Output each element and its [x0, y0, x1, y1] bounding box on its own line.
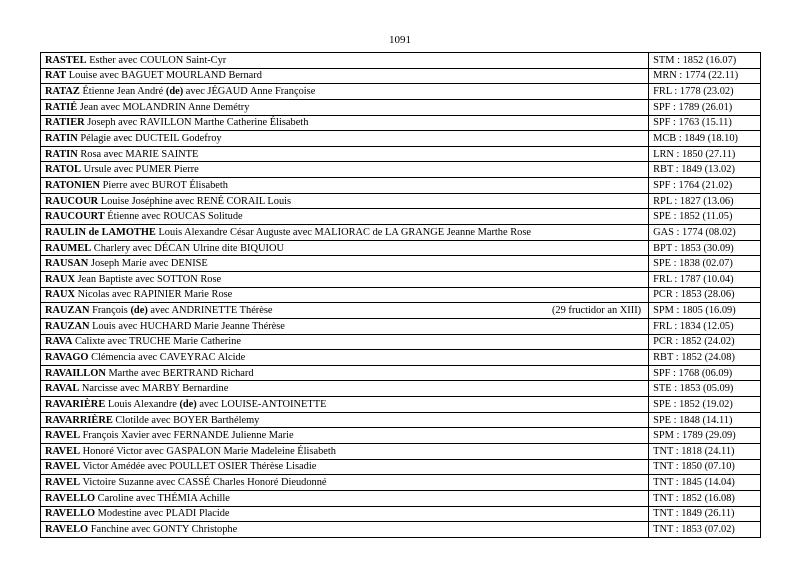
- parish-date-cell: TNT : 1849 (26.11): [649, 506, 761, 522]
- parish-date-cell: MCB : 1849 (18.10): [649, 131, 761, 147]
- parish-date-cell: SPF : 1789 (26.01): [649, 99, 761, 115]
- parish-date-cell: FRL : 1778 (23.02): [649, 84, 761, 100]
- names-text: Caroline avec THÉMIA Achille: [97, 492, 230, 504]
- parish-date-cell: TNT : 1818 (24.11): [649, 444, 761, 460]
- surname: RAUZAN: [45, 320, 90, 332]
- entry-cell: [41, 162, 649, 178]
- entry-cell: [41, 412, 649, 428]
- surname: RAVA: [45, 336, 73, 348]
- names-text-continued: avec JÉGAUD Anne Françoise: [185, 86, 316, 98]
- entry-cell: [41, 428, 649, 444]
- parish-date-cell: SPE : 1838 (02.07): [649, 256, 761, 272]
- table-row: [41, 271, 761, 287]
- table-row: [41, 225, 761, 241]
- entry-cell: [41, 506, 649, 522]
- surname: RAVELLO: [45, 508, 96, 520]
- entry-cell: [41, 397, 649, 413]
- parish-date-cell: TNT : 1845 (14.04): [649, 475, 761, 491]
- table-row: [41, 193, 761, 209]
- entry-cell: [41, 178, 649, 194]
- names-text: Esther avec COULON Saint-Cyr: [89, 54, 227, 66]
- names-text: Joseph Marie avec DENISE: [90, 258, 208, 270]
- surname: RAVARRIÈRE: [45, 414, 113, 426]
- entry-cell: [41, 350, 649, 366]
- entry-cell: [41, 131, 649, 147]
- table-row: [41, 334, 761, 350]
- parish-date-cell: STM : 1852 (16.07): [649, 53, 761, 69]
- particle-de: (de): [165, 86, 184, 98]
- surname: RAULIN de LAMOTHE: [45, 226, 156, 238]
- names-text: Louise avec BAGUET MOURLAND Bernard: [68, 70, 262, 82]
- names-text: Modestine avec PLADI Placide: [97, 508, 230, 520]
- table-row: [41, 162, 761, 178]
- entry-cell: [41, 459, 649, 475]
- entry-cell: [41, 68, 649, 84]
- parish-date-cell: SPM : 1805 (16.09): [649, 303, 761, 319]
- parish-date-cell: STE : 1853 (05.09): [649, 381, 761, 397]
- surname: RAVEL: [45, 445, 81, 457]
- names-text: Jean Baptiste avec SOTTON Rose: [77, 273, 222, 285]
- marriage-register-table: [40, 52, 761, 538]
- table-row: [41, 428, 761, 444]
- names-text: Charlery avec DÉCAN Ulrine dite BIQUIOU: [93, 242, 284, 254]
- surname: RAVELO: [45, 524, 89, 536]
- names-text: Marthe avec BERTRAND Richard: [108, 367, 254, 379]
- names-text: Narcisse avec MARBY Bernardine: [81, 383, 229, 395]
- entry-cell: [41, 365, 649, 381]
- particle-de: (de): [130, 305, 148, 317]
- table-row: [41, 365, 761, 381]
- names-text: Joseph avec RAVILLON Marthe Catherine Élisabeth: [87, 117, 309, 129]
- parish-date-cell: FRL : 1787 (10.04): [649, 271, 761, 287]
- names-text: Ursule avec PUMER Pierre: [83, 164, 199, 176]
- surname: RAVEL: [45, 430, 81, 442]
- names-text: Fanchine avec GONTY Christophe: [90, 524, 238, 536]
- parish-date-cell: SPE : 1852 (19.02): [649, 397, 761, 413]
- table-row: [41, 68, 761, 84]
- parish-date-cell: BPT : 1853 (30.09): [649, 240, 761, 256]
- names-text: Victoire Suzanne avec CASSÉ Charles Honoré Dieudonné: [82, 477, 327, 489]
- surname: RAVAGO: [45, 351, 89, 363]
- entry-cell: [41, 522, 649, 538]
- entry-cell: [41, 256, 649, 272]
- table-row: [41, 350, 761, 366]
- names-text: Jean avec MOLANDRIN Anne Demétry: [79, 101, 250, 113]
- surname: RAVAL: [45, 383, 80, 395]
- surname: RATAZ: [45, 86, 80, 98]
- parish-date-cell: SPF : 1764 (21.02): [649, 178, 761, 194]
- entry-cell: [41, 240, 649, 256]
- names-text-continued: avec ANDRINETTE Thérèse: [150, 305, 273, 317]
- names-text: Clotilde avec BOYER Barthélemy: [115, 414, 260, 426]
- entry-cell: [41, 99, 649, 115]
- surname: RAVEL: [45, 477, 81, 489]
- table-row: [41, 115, 761, 131]
- table-row: [41, 287, 761, 303]
- surname: RAUMEL: [45, 242, 92, 254]
- parish-date-cell: TNT : 1853 (07.02): [649, 522, 761, 538]
- table-row: [41, 146, 761, 162]
- surname: RAUX: [45, 273, 76, 285]
- parish-date-cell: TNT : 1852 (16.08): [649, 490, 761, 506]
- names-text: Rosa avec MARIE SAINTE: [80, 148, 199, 160]
- surname: RAUCOURT: [45, 211, 105, 223]
- surname: RATONIEN: [45, 179, 101, 191]
- page-number: 1091: [389, 34, 411, 46]
- entry-cell: [41, 209, 649, 225]
- table-row: [41, 178, 761, 194]
- entry-cell: [41, 303, 649, 319]
- surname: RAUSAN: [45, 258, 89, 270]
- names-text: Calixte avec TRUCHE Marie Catherine: [74, 336, 241, 348]
- names-text: Clémencia avec CAVEYRAC Alcide: [91, 351, 246, 363]
- table-row: [41, 506, 761, 522]
- names-text: Étienne Jean André: [82, 86, 164, 98]
- parish-date-cell: SPF : 1763 (15.11): [649, 115, 761, 131]
- entry-cell: [41, 334, 649, 350]
- parish-date-cell: RBT : 1849 (13.02): [649, 162, 761, 178]
- table-row: [41, 412, 761, 428]
- surname: RAVARIÈRE: [45, 398, 106, 410]
- entry-cell: [41, 444, 649, 460]
- surname: RAT: [45, 70, 67, 82]
- entry-cell: [41, 193, 649, 209]
- names-text: Honoré Victor avec GASPALON Marie Madeleine Élisabeth: [82, 445, 336, 457]
- table-row: [41, 303, 761, 319]
- parish-date-cell: RPL : 1827 (13.06): [649, 193, 761, 209]
- entry-cell: [41, 146, 649, 162]
- surname: RATIER: [45, 117, 85, 129]
- entry-cell: [41, 53, 649, 69]
- parish-date-cell: TNT : 1850 (07.10): [649, 459, 761, 475]
- names-text: Louise Joséphine avec RENÉ CORAIL Louis: [100, 195, 292, 207]
- table-row: [41, 84, 761, 100]
- table-row: [41, 99, 761, 115]
- names-text: Louis avec HUCHARD Marie Jeanne Thérèse: [92, 320, 285, 332]
- parish-date-cell: SPE : 1852 (11.05): [649, 209, 761, 225]
- table-row: [41, 490, 761, 506]
- table-row: [41, 318, 761, 334]
- table-row: [41, 459, 761, 475]
- table-row: [41, 475, 761, 491]
- parish-date-cell: PCR : 1852 (24.02): [649, 334, 761, 350]
- table-row: [41, 53, 761, 69]
- surname: RAVELLO: [45, 492, 96, 504]
- entry-cell: [41, 115, 649, 131]
- entry-cell: [41, 475, 649, 491]
- names-text: Louis Alexandre: [107, 398, 177, 410]
- table-row: [41, 256, 761, 272]
- table-row: [41, 444, 761, 460]
- table-row: [41, 381, 761, 397]
- names-text: Pierre avec BUROT Élisabeth: [102, 179, 228, 191]
- entry-cell: [41, 225, 649, 241]
- surname: RAUX: [45, 289, 76, 301]
- surname: RAUCOUR: [45, 195, 99, 207]
- surname: RAUZAN: [45, 305, 90, 317]
- surname: RASTEL: [45, 54, 87, 66]
- parish-date-cell: SPF : 1768 (06.09): [649, 365, 761, 381]
- date-note: (29 fructidor an XIII): [551, 305, 642, 317]
- surname: RATIN: [45, 148, 78, 160]
- parish-date-cell: FRL : 1834 (12.05): [649, 318, 761, 334]
- table-row: [41, 522, 761, 538]
- surname: RATIÉ: [45, 101, 78, 113]
- surname: RAVAILLON: [45, 367, 106, 379]
- entry-cell: [41, 287, 649, 303]
- parish-date-cell: RBT : 1852 (24.08): [649, 350, 761, 366]
- register-rows: [41, 53, 761, 538]
- names-text: Nicolas avec RAPINIER Marie Rose: [77, 289, 233, 301]
- surname: RAVEL: [45, 461, 81, 473]
- entry-cell: [41, 84, 649, 100]
- table-row: [41, 240, 761, 256]
- table-row: [41, 397, 761, 413]
- table-row: [41, 209, 761, 225]
- names-text: Pélagie avec DUCTEIL Godefroy: [80, 133, 222, 145]
- names-text: François Xavier avec FERNANDE Julienne Marie: [82, 430, 294, 442]
- entry-cell: [41, 490, 649, 506]
- names-text: Victor Amédée avec POULLET OSIER Thérèse Lisadie: [82, 461, 317, 473]
- parish-date-cell: LRN : 1850 (27.11): [649, 146, 761, 162]
- parish-date-cell: GAS : 1774 (08.02): [649, 225, 761, 241]
- parish-date-cell: SPM : 1789 (29.09): [649, 428, 761, 444]
- parish-date-cell: PCR : 1853 (28.06): [649, 287, 761, 303]
- names-text: Étienne avec ROUCAS Solitude: [107, 211, 243, 223]
- surname: RATIN: [45, 133, 78, 145]
- entry-cell: [41, 271, 649, 287]
- names-text: François: [92, 305, 128, 317]
- particle-de: (de): [179, 398, 197, 410]
- names-text-continued: avec LOUISE-ANTOINETTE: [199, 398, 327, 410]
- parish-date-cell: SPE : 1848 (14.11): [649, 412, 761, 428]
- entry-cell: [41, 318, 649, 334]
- names-text: Louis Alexandre César Auguste avec MALIORAC de LA GRANGE Jeanne Marthe Rose: [158, 226, 531, 238]
- table-row: [41, 131, 761, 147]
- parish-date-cell: MRN : 1774 (22.11): [649, 68, 761, 84]
- entry-cell: [41, 381, 649, 397]
- surname: RATOL: [45, 164, 81, 176]
